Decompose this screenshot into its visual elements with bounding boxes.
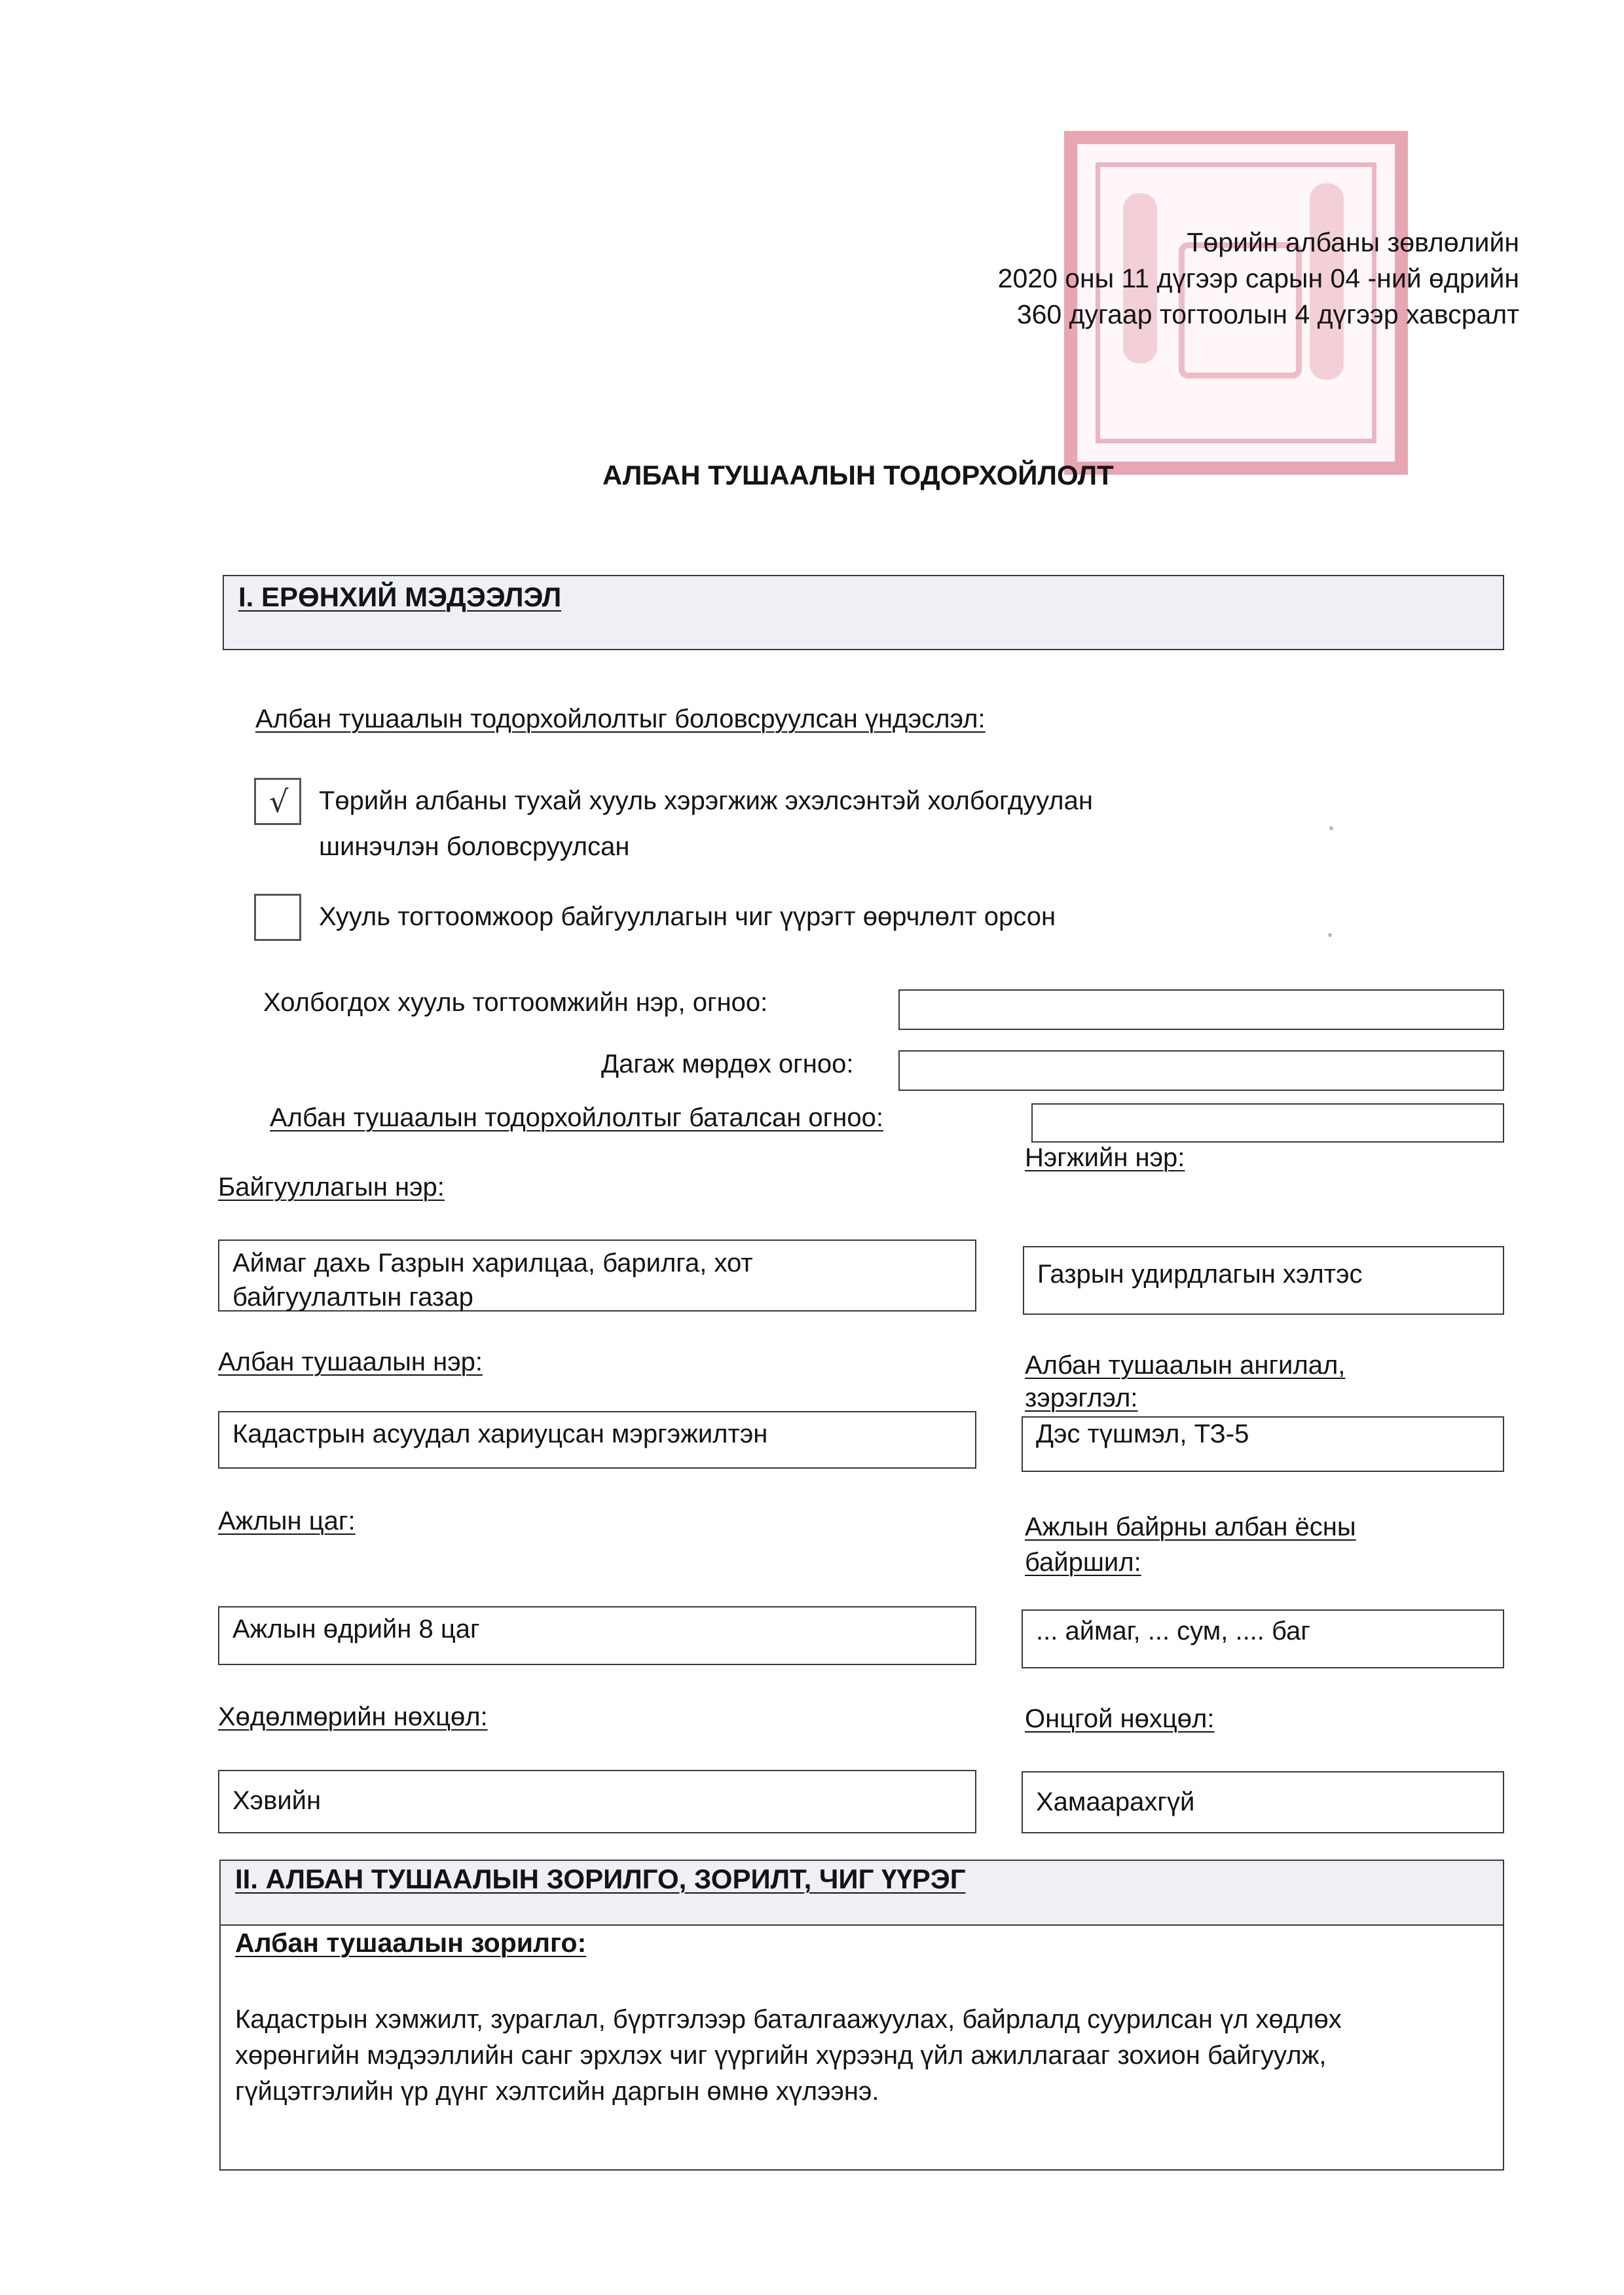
work-location-value: ... аймаг, ... сум, .... баг [1036, 1617, 1310, 1645]
position-name-label: Албан тушаалын нэр: [218, 1348, 483, 1376]
section-1-heading: I. ЕРӨНХИЙ МЭДЭЭЛЭЛ [238, 581, 562, 612]
header-line-1: Төрийн албаны зөвлөлийн [1187, 227, 1519, 257]
purpose-line-3: гүйцэтгэлийн үр дүнг хэлтсийн даргын өмнө хүлээнэ. [235, 2077, 879, 2106]
basis-label: Албан тушаалын тодорхойлолтыг боловсруулсан үндэслэл: [255, 705, 986, 733]
header-block [998, 225, 1519, 333]
special-conditions-field[interactable] [1022, 1771, 1504, 1833]
approved-date-input[interactable] [1031, 1103, 1504, 1143]
check-mark-icon: √ [269, 784, 289, 819]
purpose-line-1: Кадастрын хэмжилт, зураглал, бүртгэлээр баталгаажуулах, байрлалд суурилсан үл хөдлөх [235, 2005, 1342, 2034]
scan-speck [1329, 826, 1333, 830]
work-hours-field[interactable] [218, 1606, 976, 1665]
org-name-label: Байгууллагын нэр: [218, 1173, 445, 1202]
purpose-line-2: хөрөнгийн мэдээллийн санг эрхлэх чиг үүргийн хүрээнд үйл ажиллагааг зохион байгуулж, [235, 2041, 1327, 2070]
position-class-value: Дэс түшмэл, ТЗ-5 [1036, 1420, 1249, 1448]
position-class-label-line-1: Албан тушаалын ангилал, [1025, 1351, 1346, 1380]
work-location-label [1025, 1509, 1356, 1580]
purpose-text [235, 2002, 1342, 2110]
approved-date-label: Албан тушаалын тодорхойлолтыг баталсан огноо: [270, 1103, 883, 1132]
unit-name-label: Нэгжийн нэр: [1025, 1143, 1185, 1172]
purpose-label: Албан тушаалын зорилго: [235, 1928, 587, 1958]
work-hours-label: Ажлын цаг: [218, 1507, 356, 1535]
org-name-field[interactable] [218, 1239, 976, 1312]
unit-name-value: Газрын удирдлагын хэлтэс [1037, 1260, 1363, 1289]
work-location-field[interactable] [1022, 1609, 1504, 1668]
labor-conditions-label: Хөдөлмөрийн нөхцөл: [218, 1702, 488, 1731]
special-conditions-value: Хамаарахгүй [1036, 1788, 1195, 1816]
basis-option-1-line-2: шинэчлэн боловсруулсан [319, 832, 630, 861]
section-2-heading: II. АЛБАН ТУШААЛЫН ЗОРИЛГО, ЗОРИЛТ, ЧИГ ҮҮРЭГ [235, 1864, 966, 1894]
effective-date-label: Дагаж мөрдөх огноо: [601, 1050, 854, 1078]
work-location-label-line-1: Ажлын байрны албан ёсны [1025, 1513, 1356, 1541]
position-class-label-line-2: зэрэглэл: [1025, 1384, 1138, 1412]
effective-date-input[interactable] [898, 1050, 1504, 1091]
section-1-header [223, 575, 1504, 650]
scan-speck [1328, 933, 1332, 937]
basis-option-2: Хууль тогтоомжоор байгууллагын чиг үүрэгт өөрчлөлт орсон [319, 902, 1056, 931]
position-class-label [1025, 1349, 1345, 1414]
basis-checkbox-1[interactable] [254, 778, 301, 825]
special-conditions-label: Онцгой нөхцөл: [1025, 1704, 1215, 1733]
unit-name-field[interactable] [1023, 1246, 1504, 1315]
basis-option-1-line-1: Төрийн албаны тухай хууль хэрэгжиж эхэлсэнтэй холбогдуулан [319, 786, 1093, 815]
law-name-label: Холбогдох хууль тогтоомжийн нэр, огноо: [263, 988, 768, 1017]
document-title: АЛБАН ТУШААЛЫН ТОДОРХОЙЛОЛТ [602, 460, 1114, 490]
position-class-field[interactable] [1022, 1416, 1504, 1472]
position-name-value: Кадастрын асуудал хариуцсан мэргэжилтэн [232, 1420, 768, 1448]
org-name-line-1: Аймаг дахь Газрын харилцаа, барилга, хот [232, 1249, 753, 1277]
labor-conditions-value: Хэвийн [232, 1786, 322, 1815]
section-2 [219, 1860, 1504, 2171]
basis-checkbox-2[interactable] [254, 894, 301, 941]
work-hours-value: Ажлын өдрийн 8 цаг [232, 1615, 480, 1643]
position-name-field[interactable] [218, 1411, 976, 1469]
org-name-line-2: байгуулалтын газар [232, 1283, 473, 1312]
labor-conditions-field[interactable] [218, 1770, 976, 1833]
law-name-input[interactable] [898, 989, 1504, 1030]
header-line-3: 360 дугаар тогтоолын 4 дүгээр хавсралт [1016, 299, 1519, 329]
header-line-2: 2020 оны 11 дүгээр сарын 04 -ний өдрийн [997, 263, 1519, 293]
work-location-label-line-2: байршил: [1025, 1548, 1141, 1577]
section-2-header [221, 1861, 1503, 1926]
